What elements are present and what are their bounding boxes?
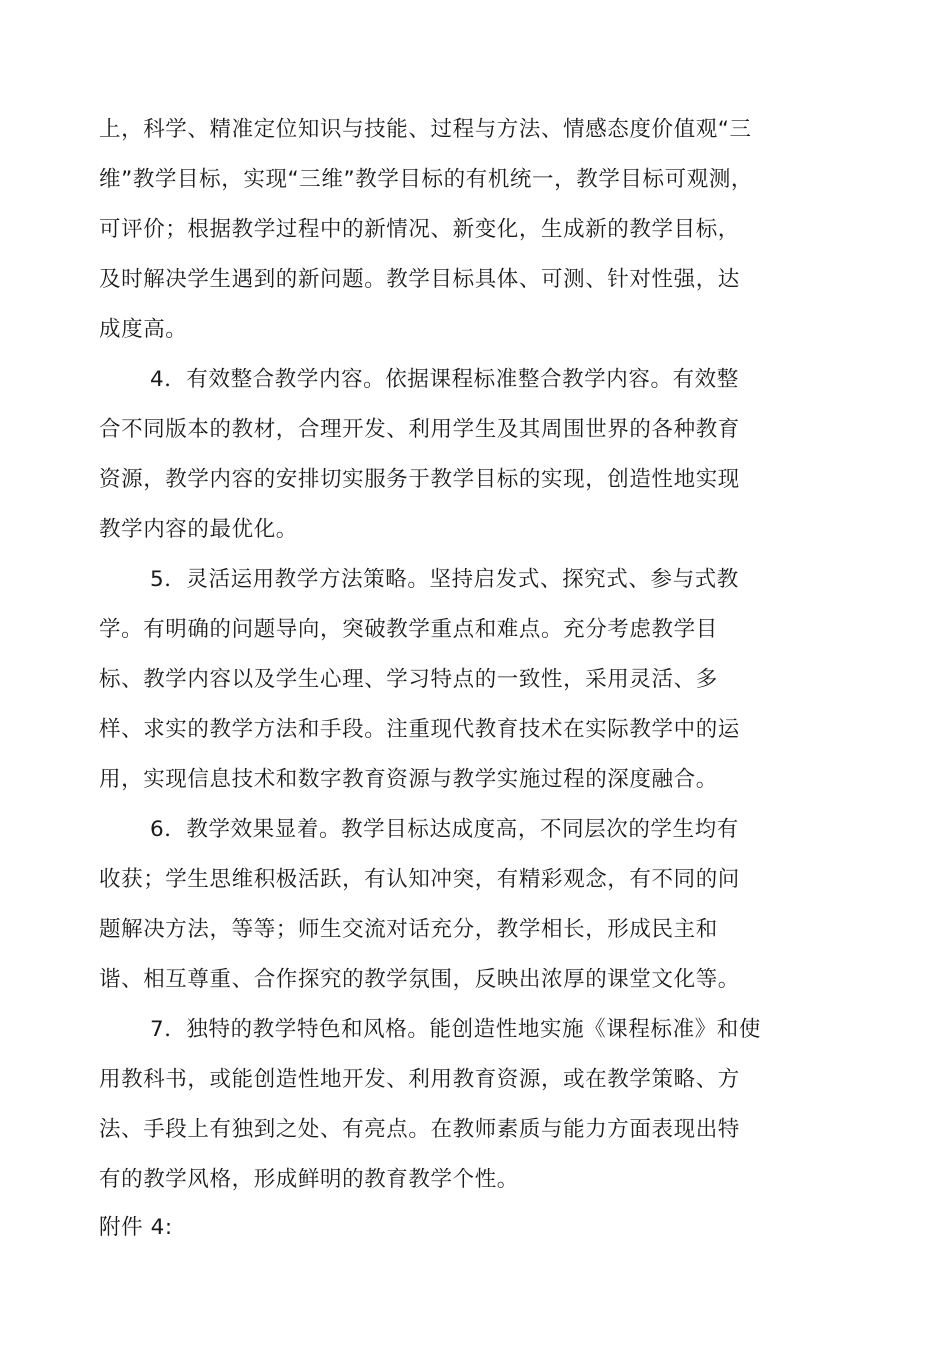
paragraph-5-line-1: 5．灵活运用教学方法策略。坚持启发式、探究式、参与式教 — [150, 567, 739, 592]
text-line-1: 上，科学、精准定位知识与技能、过程与方法、情感态度价值观“三 — [99, 117, 752, 142]
text-line-3: 可评价；根据教学过程中的新情况、新变化，生成新的教学目标， — [99, 217, 740, 242]
paragraph-7-line-3: 法、手段上有独到之处、有亮点。在教师素质与能力方面表现出特 — [99, 1117, 740, 1142]
paragraph-7-line-1: 7．独特的教学特色和风格。能创造性地实施《课程标准》和使 — [150, 1017, 761, 1042]
paragraph-4-line-4: 教学内容的最优化。 — [99, 517, 298, 542]
paragraph-4-line-1: 4．有效整合教学内容。依据课程标准整合教学内容。有效整 — [150, 367, 739, 392]
paragraph-7-line-2: 用教科书，或能创造性地开发、利用教育资源，或在教学策略、方 — [99, 1067, 740, 1092]
paragraph-5-line-5: 用，实现信息技术和数字教育资源与教学实施过程的深度融合。 — [99, 767, 718, 792]
paragraph-5-line-2: 学。有明确的问题导向，突破教学重点和难点。充分考虑教学目 — [99, 617, 718, 642]
paragraph-7-line-4: 有的教学风格，形成鲜明的教育教学个性。 — [99, 1167, 519, 1192]
text-line-5: 成度高。 — [99, 317, 188, 342]
paragraph-6-line-3: 题解决方法，等等；师生交流对话充分，教学相长，形成民主和 — [99, 917, 718, 942]
paragraph-4-line-2: 合不同版本的教材，合理开发、利用学生及其周围世界的各种教育 — [99, 417, 740, 442]
paragraph-5-line-3: 标、教学内容以及学生心理、学习特点的一致性，采用灵活、多 — [99, 667, 718, 692]
paragraph-6-line-2: 收获；学生思维积极活跃，有认知冲突，有精彩观念，有不同的问 — [99, 867, 740, 892]
paragraph-6-line-4: 谐、相互尊重、合作探究的教学氛围，反映出浓厚的课堂文化等。 — [99, 967, 740, 992]
text-line-2: 维”教学目标，实现“三维”教学目标的有机统一，教学目标可观测， — [99, 167, 754, 192]
attachment-heading: 附件 4: — [99, 1215, 173, 1240]
paragraph-4-line-3: 资源，教学内容的安排切实服务于教学目标的实现，创造性地实现 — [99, 467, 740, 492]
text-line-4: 及时解决学生遇到的新问题。教学目标具体、可测、针对性强，达 — [99, 267, 740, 292]
paragraph-5-line-4: 样、求实的教学方法和手段。注重现代教育技术在实际教学中的运 — [99, 717, 740, 742]
paragraph-6-line-1: 6．教学效果显着。教学目标达成度高，不同层次的学生均有 — [150, 817, 739, 842]
